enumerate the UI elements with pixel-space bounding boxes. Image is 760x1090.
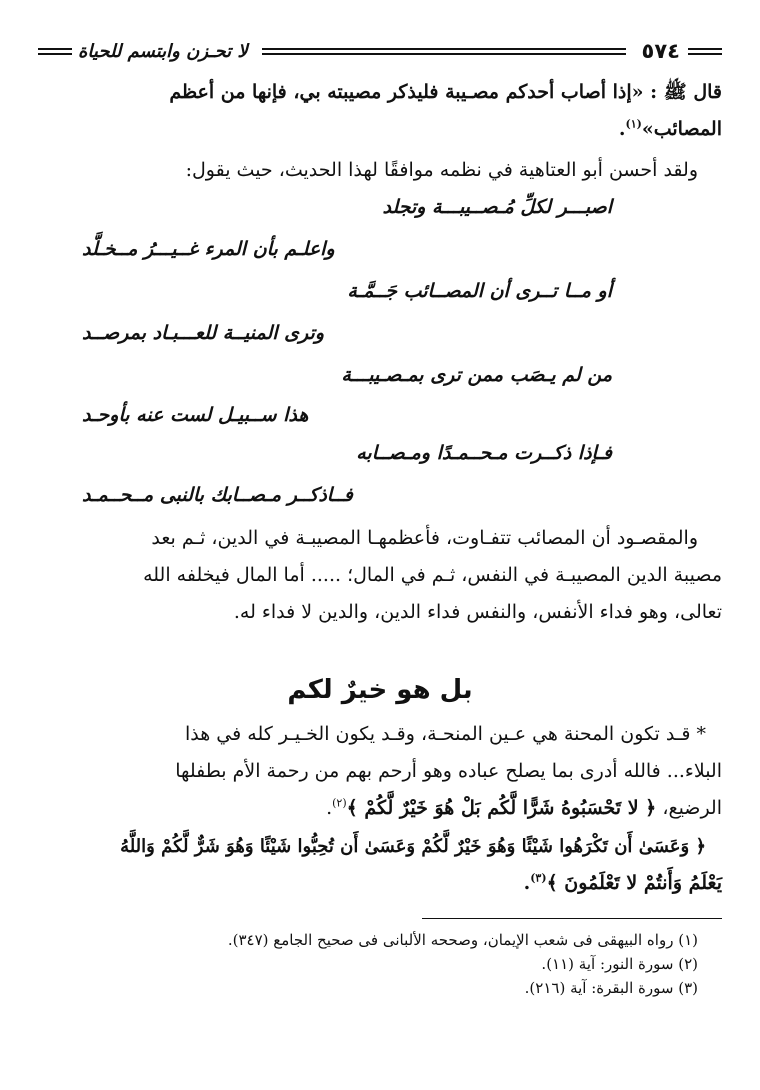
verse2-line-2: يَعْلَمُ وَأَنتُمْ لا تَعْلَمُونَ ﴾ [546,872,722,894]
poem-verse: هذا ســبيـل لست عنه بأوحـد [82,404,309,426]
body1-line-3: تعالى، وهو فداء الأنفس، والنفس فداء الدين، والدين لا فداء له. [233,601,722,623]
hadith-quote [38,74,722,148]
body1-line-1: والمقصـود أن المصائب تتفـاوت، فأعظمهـا المصيبـة في الدين، ثـم بعد [151,527,698,549]
body2-line-1: * قـد تكون المحنة هي عـين المنحـة، وقـد يكون الخـيـر كله في هذا [184,723,706,745]
body2-line-2: البلاء... فالله أدرى بما يصلح عباده وهو أرحم بهم من رحمة الأم بطفلها [175,760,722,782]
poem-verse: فــاذكــر مـصــابك بالنبى مــحــمـد [82,484,353,506]
running-title: لا تحـزن وابتسم للحياة [78,40,248,62]
footnote-separator [422,918,722,919]
page-number: ٥٧٤ [641,39,680,63]
section-title: بل هو خيرٌ لكم [287,675,473,705]
header-ornament-left [38,48,72,55]
verse2-line-1: ﴿ وَعَسَىٰ أَن تَكْرَهُوا شَيْئًا وَهُوَ خَيْرٌ لَّكُمْ وَعَسَىٰ أَن تُحِبُّوا شَيْئًا وَهُوَ شَرٌّ لَّكُمْ وَاللَّهُ [120,836,706,857]
footnote-2: (٢) سورة النور: آية (١١). [541,955,698,973]
body2-line-3: الرضيع، [662,797,722,819]
hadith-line-2: المصائب» [641,118,722,140]
verse1-end: . [326,797,333,819]
poem-verse: فـإذا ذكــرت مـحــمـدًا ومـصــابه [356,442,612,464]
header-ornament-right [688,48,722,55]
header-rule [262,48,626,55]
running-header [38,36,722,66]
quran-verse-2 [38,828,722,902]
poem-verse: اصبـــر لكلِّ مُـصــيبـــة وتجلد [382,196,612,218]
body-paragraph-2 [38,716,722,827]
hadith-line-1: قال ﷺ : «إذا أصاب أحدكم مصـيبة فليذكر مصيبته بي، فإنها من أعظم [169,81,722,103]
footnote-ref-2: (٢) [332,796,347,810]
hadith-end: . [618,118,626,140]
poet-intro: ولقد أحسن أبو العتاهية في نظمه موافقًا لهذا الحديث، حيث يقول: [185,159,698,181]
body-paragraph-1 [38,520,722,631]
poem-verse: وترى المنيــة للعـــبـاد بمرصــد [82,322,324,344]
footnotes [58,928,698,1000]
poem-verse: من لم يـصَب ممن ترى بمـصـيبـــة [341,364,612,386]
footnote-ref-3: (٣) [530,871,547,885]
quran-verse-1: ﴿ لا تَحْسَبُوهُ شَرًّا لَّكُم بَلْ هُوَ خَيْرٌ لَّكُمْ ﴾ [346,797,657,819]
body1-line-2: مصيبة الدين المصيبـة في النفس، ثـم في المال؛ ..... أما المال فيخلفه الله [143,564,722,586]
verse2-end: . [523,872,531,894]
poem-verse: واعلـم بأن المرء غــيـــرُ مــخـلَّد [82,238,335,260]
footnote-ref-1: (١) [625,117,642,131]
footnote-3: (٣) سورة البقرة: آية (٢١٦). [524,979,698,997]
poem-verse: أو مــا تــرى أن المصــائب جَــمَّـة [347,280,612,302]
footnote-1: (١) رواه البيهقى فى شعب الإيمان، وصححه الألبانى فى صحيح الجامع (٣٤٧). [227,931,698,949]
